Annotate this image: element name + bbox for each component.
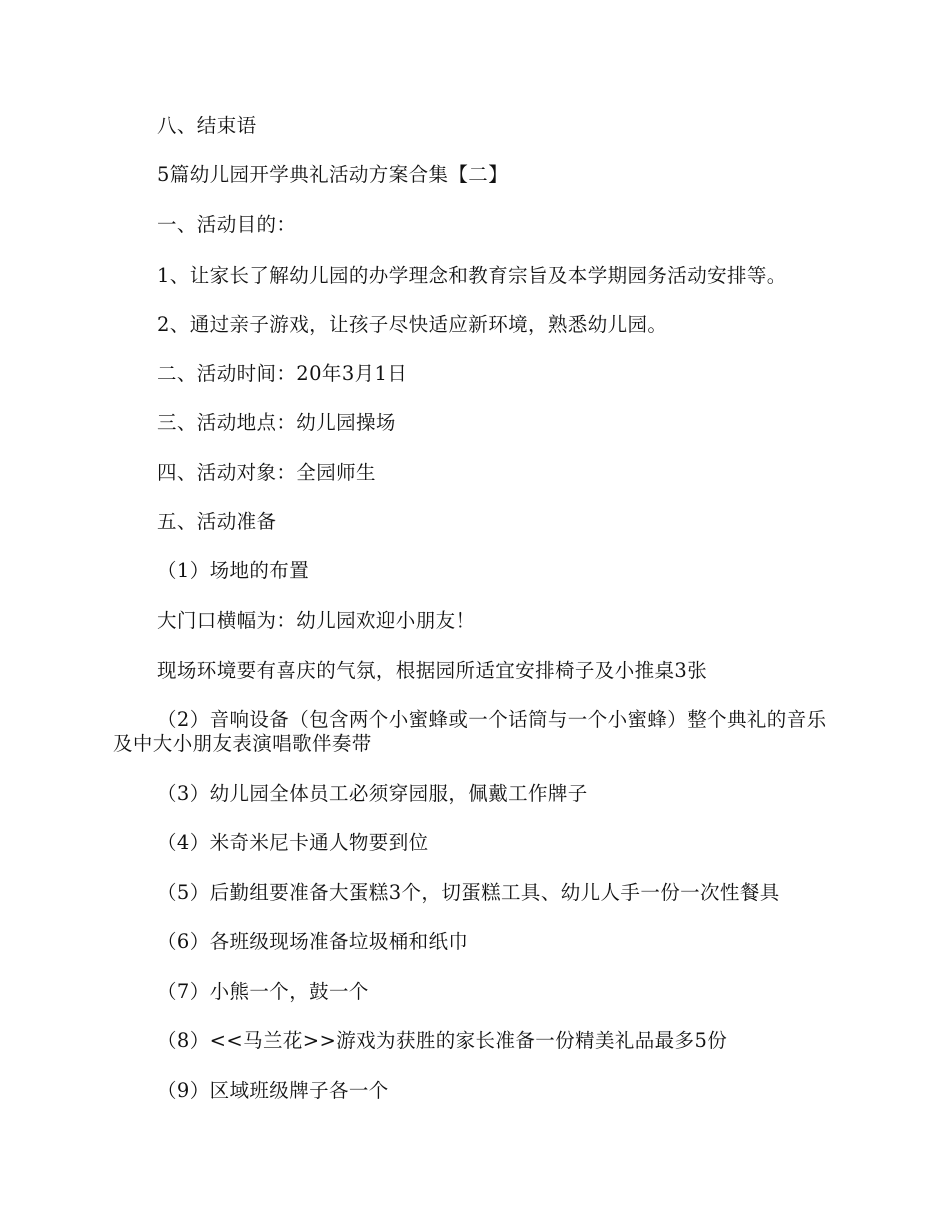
section-heading-location: 三、活动地点：幼儿园操场 — [157, 411, 396, 434]
prep-banner-text: 大门口横幅为：幼儿园欢迎小朋友！ — [157, 609, 476, 632]
prep-venue-text: 现场环境要有喜庆的气氛，根据园所适宜安排椅子及小推桌3张 — [157, 659, 708, 682]
purpose-item-2: 2、通过亲子游戏，让孩子尽快适应新环境，熟悉幼儿园。 — [157, 313, 668, 336]
prep-item-6: （6）各班级现场准备垃圾桶和纸巾 — [157, 930, 469, 953]
prep-item-9: （9）区域班级牌子各一个 — [157, 1079, 389, 1102]
prep-item-4: （4）米奇米尼卡通人物要到位 — [157, 831, 429, 854]
prep-item-8: （8）<<马兰花>>游戏为获胜的家长准备一份精美礼品最多5份 — [157, 1029, 728, 1052]
prep-item-7: （7）小熊一个，鼓一个 — [157, 980, 369, 1003]
prep-item-5: （5）后勤组要准备大蛋糕3个，切蛋糕工具、幼儿人手一份一次性餐具 — [157, 881, 780, 904]
section-heading-conclusion: 八、结束语 — [157, 114, 257, 137]
purpose-item-1: 1、让家长了解幼儿园的办学理念和教育宗旨及本学期园务活动安排等。 — [157, 264, 787, 287]
prep-item-1: （1）场地的布置 — [157, 559, 310, 582]
section-heading-preparation: 五、活动准备 — [157, 510, 277, 533]
section-heading-time: 二、活动时间：20年3月1日 — [157, 362, 408, 385]
prep-item-2: （2）音响设备（包含两个小蜜蜂或一个话筒与一个小蜜蜂）整个典礼的音乐及中大小朋友表演唱歌伴奏带 — [113, 708, 827, 755]
section-heading-audience: 四、活动对象：全园师生 — [157, 461, 376, 484]
document-title: 5篇幼儿园开学典礼活动方案合集【二】 — [157, 163, 509, 186]
section-heading-purpose: 一、活动目的： — [157, 213, 297, 236]
prep-item-3: （3）幼儿园全体员工必须穿园服，佩戴工作牌子 — [157, 782, 588, 805]
